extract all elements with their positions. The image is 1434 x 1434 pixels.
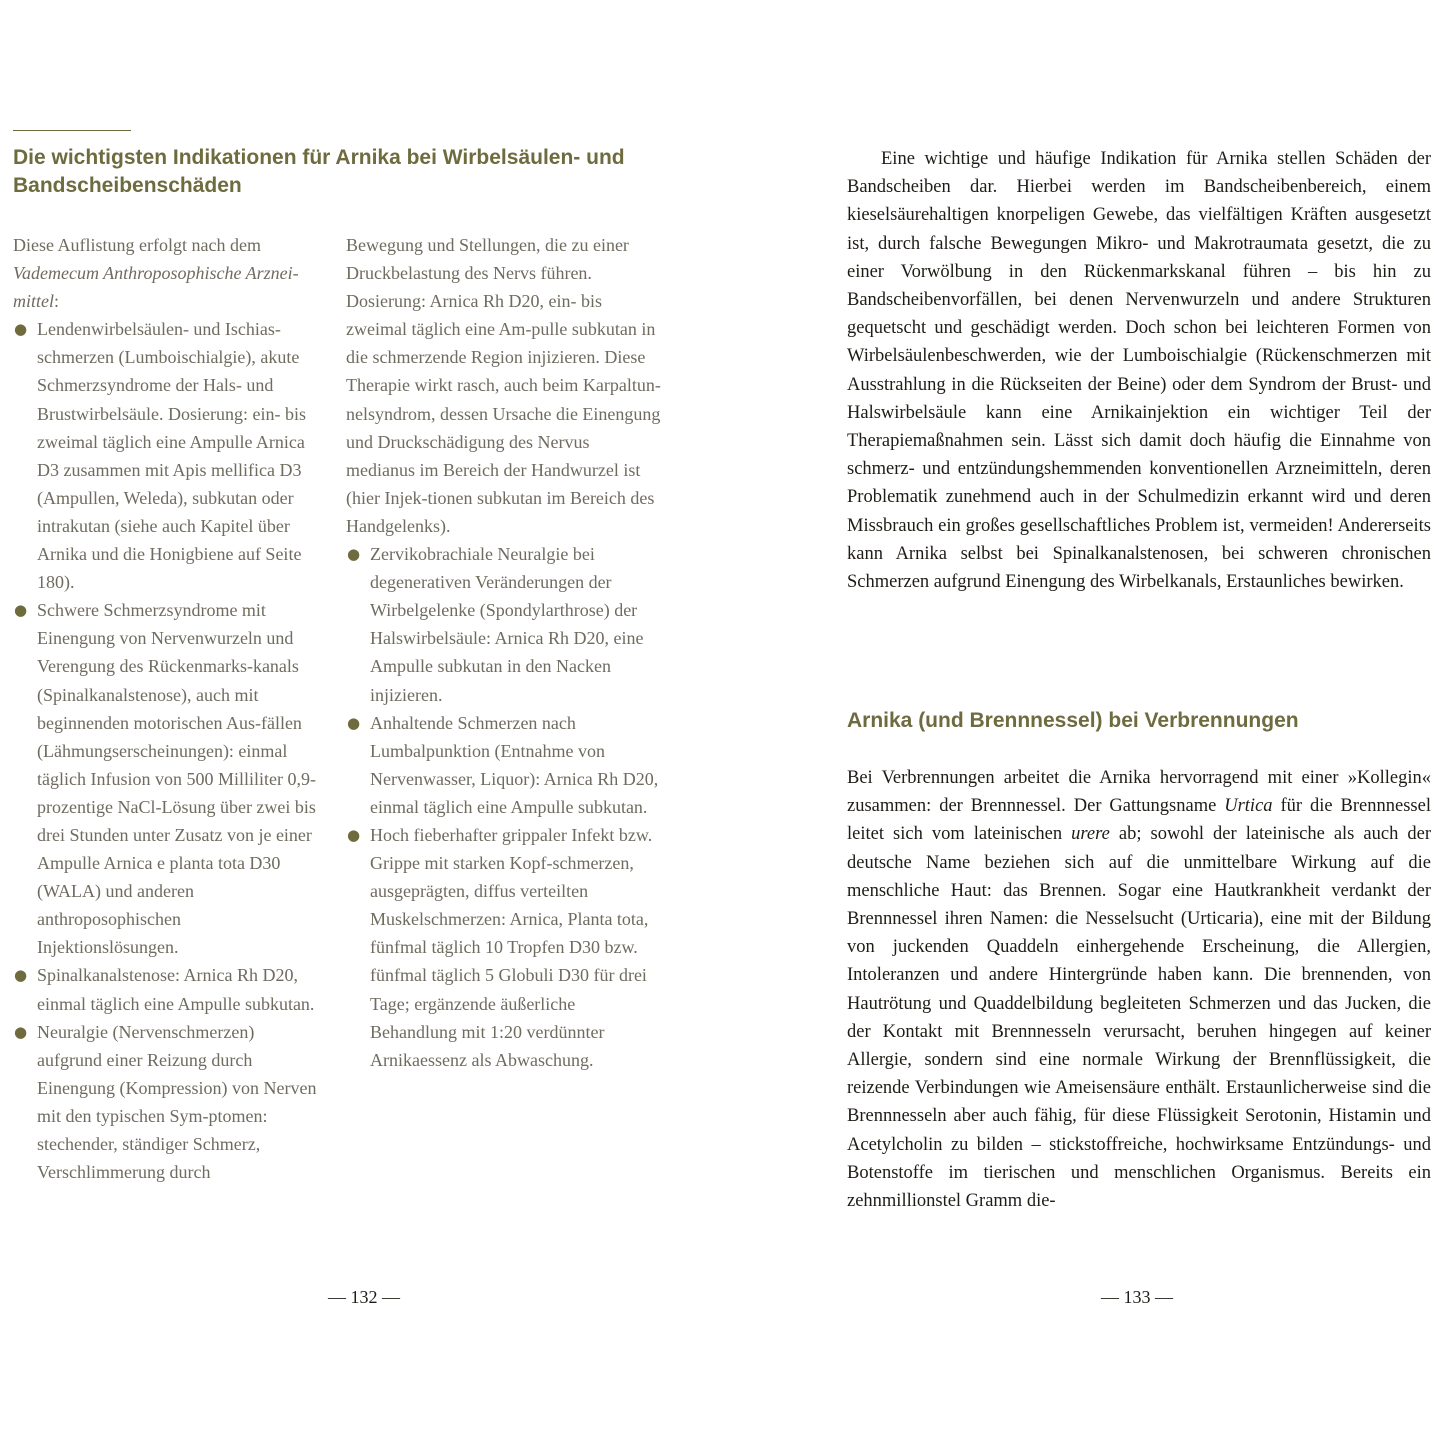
intro-book-title: Vademecum Anthroposophische Arznei-mittel — [13, 263, 299, 312]
list-item-text: Hoch fieberhafter grippaler Infekt bzw. Grippe mit starken Kopf-schmerzen, ausgeprägten, diffus verteilten Muskelschmerzen: Arnica, Planta tota, fünfmal täglich 10 Tropfen D30 bzw. fünfmal täglich 5 Globuli D30 für drei Tage; ergänzende äußerliche Behandlung mit 1:20 verdünnter Arnikaessenz als Abwaschung. — [370, 824, 653, 1070]
list-item-text: Zervikobrachiale Neuralgie bei degenerativen Veränderungen der Wirbelgelenke (Spondylarthrose) der Halswirbelsäule: Arnica Rh D20, eine Ampulle subkutan in den Nacken injizieren. — [370, 544, 644, 705]
paragraph — [847, 764, 1431, 1215]
intro-after: : — [54, 291, 60, 312]
list-item — [13, 961, 323, 1017]
bullet-icon: ● — [14, 1022, 28, 1041]
intro-before: Diese Auflistung erfolgt nach dem — [13, 235, 261, 255]
list-column-1 — [13, 231, 323, 1186]
bullet-icon: ● — [14, 966, 28, 985]
list-column-2 — [346, 231, 661, 1074]
list-item — [13, 1018, 323, 1187]
left-heading: Die wichtigsten Indikationen für Arnika bei Wirbelsäulen- und Bandscheibenschäden — [13, 146, 625, 197]
list-item — [346, 821, 661, 1074]
list-item — [13, 596, 323, 961]
intro-text — [13, 231, 323, 315]
bullet-icon: ● — [14, 601, 28, 620]
paragraph-part: Bei Verbrennungen arbeitet die Arnika hervorragend mit einer »Kollegin« zusammen: der Brennnessel. Der Gattungsname — [847, 768, 1431, 817]
list-item — [346, 540, 661, 709]
body-text-1 — [847, 145, 1431, 596]
indication-list-1 — [13, 315, 323, 1186]
page-number-left: — 132 — — [328, 1287, 400, 1307]
body-text-2 — [847, 764, 1431, 1215]
list-item — [346, 709, 661, 821]
bullet-icon: ● — [347, 545, 361, 564]
bullet-icon: ● — [14, 320, 28, 339]
indication-list-2 — [346, 540, 661, 1074]
list-item-text: Neuralgie (Nervenschmerzen) aufgrund einer Reizung durch Einengung (Kompression) von Nerven mit den typischen Sym-ptomen: stechender, ständiger Schmerz, Verschlimmerung durch — [37, 1021, 317, 1183]
list-item-text: Spinalkanalstenose: Arnica Rh D20, einmal täglich eine Ampulle subkutan. — [37, 965, 315, 1014]
right-page — [717, 0, 1434, 1434]
page-number-right: — 133 — — [1101, 1287, 1173, 1307]
italic-term: Urtica — [1224, 796, 1273, 817]
list-item-text: Schwere Schmerzsyndrome mit Einengung von Nervenwurzeln und Verengung des Rückenmarks-kanals (Spinalkanalstenose), auch mit beginnenden motorischen Aus-fällen (Lähmungserscheinungen): einmal täglich Infusion von 500 Milliliter 0,9-prozentige NaCl-Lösung über zwei bis drei Stunden unter Zusatz von je einer Ampulle Arnica e planta tota D30 (WALA) und anderen anthroposophischen Injektionslösungen. — [37, 600, 316, 958]
right-heading: Arnika (und Brennnessel) bei Verbrennungen — [847, 709, 1299, 732]
heading-rule — [13, 130, 131, 131]
list-continuation: Bewegung und Stellungen, die zu einer Druckbelastung des Nervs führen. Dosierung: Arnica Rh D20, ein- bis zweimal täglich eine Am-pulle subkutan in die schmerzende Region injizieren. Diese Therapie wirkt rasch, auch beim Karpaltun-nelsyndrom, dessen Ursache die Einengung und Druckschädigung des Nervus medianus im Bereich der Handwurzel ist (hier Injek-tionen subkutan im Bereich des Handgelenks). — [346, 235, 661, 536]
bullet-icon: ● — [347, 713, 361, 732]
list-item — [13, 315, 323, 596]
paragraph: Eine wichtige und häufige Indikation für Arnika stellen Schäden der Bandscheiben dar. Hierbei werden im Bandscheibenbereich, einem kieselsäurehaltigen knorpeligen Gewebe, das vielfältigen Kräften ausgesetzt ist, durch falsche Bewegungen Mikro- und Makrotraumata gesetzt, die zu einer Vorwölbung in den Rückenmarkskanal führen – bis hin zu Bandscheibenvorfällen, bei denen Nervenwurzeln und andere Strukturen gequetscht und geschädigt werden. Doch schon bei leichteren Formen von Wirbelsäulenbeschwerden, wie der Lumboischialgie (Rückenschmerzen mit Ausstrahlung in die Rückseiten der Beine) oder dem Syndrom der Brust- und Halswirbelsäule kann eine Arnikainjektion ein wichtiger Teil der Therapiemaßnahmen sein. Lässt sich damit doch häufig die Einnahme von schmerz- und entzündungshemmenden konventionellen Arzneimitteln, deren Problematik zunehmend auch in der Schulmedizin erkannt wird und deren Missbrauch ein großes gesellschaftliches Problem ist, vermeiden! Andererseits kann Arnika selbst bei Spinalkanalstenosen, bei schweren chronischen Schmerzen aufgrund Einengung des Wirbelkanals, Erstaunliches bewirken. — [847, 149, 1431, 593]
bullet-icon: ● — [347, 825, 361, 844]
list-item-text: Lendenwirbelsäulen- und Ischias-schmerzen (Lumboischialgie), akute Schmerzsyndrome der Hals- und Brustwirbelsäule. Dosierung: ein- bis zweimal täglich eine Ampulle Arnica D3 zusammen mit Apis mellifica D3 (Ampullen, Weleda), subkutan oder intrakutan (siehe auch Kapitel über Arnika und die Honigbiene auf Seite 180). — [37, 319, 306, 593]
italic-term: urere — [1071, 824, 1110, 845]
paragraph-part: für die Brennnessel leitet sich vom lateinischen — [847, 796, 1431, 845]
paragraph-part: ab; sowohl der lateinische als auch der deutsche Name beziehen sich auf die unmittelbare Wirkung auf die menschliche Haut: das Brennen. Sogar eine Hautkrankheit verdankt der Brennnessel ihren Namen: die Nesselsucht (Urticaria), eine mit der Bildung von juckenden Quaddeln einhergehende Erscheinung, die Allergien, Intoleranzen und andere Hintergründe haben kann. Die brennenden, von Hautrötung und Quaddelbildung begleiteten Schmerzen und das Jucken, die der Kontakt mit Brennnesseln verursacht, beruhen hingegen auf keiner Allergie, sondern sind eine normale Wirkung der Brennflüssigkeit, die reizende Verbindungen wie Ameisensäure enthält. Erstaunlicherweise sind die Brennnesseln aber auch fähig, für diese Flüssigkeit Serotonin, Histamin und Acetylcholin zu bilden – stickstoffreiche, hochwirksame Entzündungs- und Botenstoffe im tierischen und menschlichen Organismus. Bereits ein zehnmillionstel Gramm die- — [847, 824, 1431, 1212]
list-item-text: Anhaltende Schmerzen nach Lumbalpunktion (Entnahme von Nervenwasser, Liquor): Arnica Rh D20, einmal täglich eine Ampulle subkutan. — [370, 712, 659, 817]
